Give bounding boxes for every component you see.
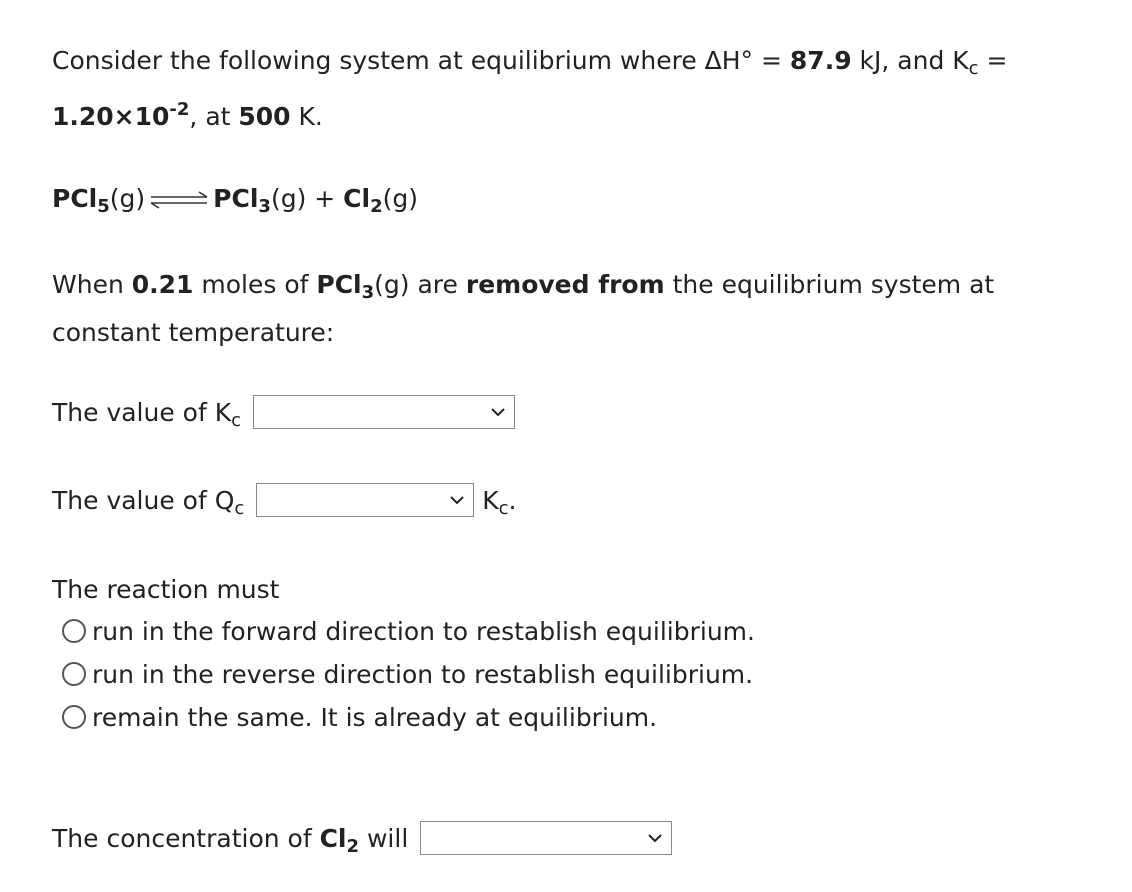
radio-button[interactable] xyxy=(62,705,86,729)
delta-h-value: 87.9 xyxy=(789,46,852,75)
temperature-value: 500 xyxy=(238,102,291,131)
kc-value: $1.20\times 10^{-2}$ xyxy=(52,99,190,131)
cl2-concentration-question: The concentration of $Cl_2$ will xyxy=(52,824,672,855)
radio-option-same[interactable]: remain the same. It is already at equilibrium. xyxy=(62,703,657,733)
chevron-down-icon xyxy=(449,492,465,508)
cl2-concentration-select[interactable] xyxy=(420,821,672,855)
change-line-1: When 0.21 moles of PCl$_3$(g) are removed from the equilibrium system at xyxy=(52,270,995,304)
change-line-2: constant temperature: xyxy=(52,318,335,347)
chevron-down-icon xyxy=(647,830,663,846)
delta-h-label: ΔH° = xyxy=(704,46,790,75)
radio-button[interactable] xyxy=(62,619,86,643)
radio-option-forward[interactable]: run in the forward direction to restablish equilibrium. xyxy=(62,617,755,647)
equilibrium-arrows-icon xyxy=(147,191,211,209)
kc-question: The value of $K_c$ xyxy=(52,398,515,429)
intro-line-1: Consider the following system at equilibrium where ΔH° = 87.9 kJ, and $K_c$ = xyxy=(52,46,1008,80)
radio-option-reverse[interactable]: run in the reverse direction to restablish equilibrium. xyxy=(62,660,753,690)
qc-select[interactable] xyxy=(256,483,474,517)
radio-button[interactable] xyxy=(62,662,86,686)
intro-line-2: $1.20\times 10^{-2}$, at 500 K. xyxy=(52,99,323,131)
reaction-equation: PCl$_5$(g) $PCl_3(g) + Cl_2(g)$ xyxy=(52,184,419,218)
kc-select[interactable] xyxy=(253,395,515,429)
chevron-down-icon xyxy=(490,404,506,420)
qc-question: The value of $Q_c$ $K_c$. xyxy=(52,486,516,517)
reaction-direction-question: The reaction must xyxy=(52,575,280,604)
